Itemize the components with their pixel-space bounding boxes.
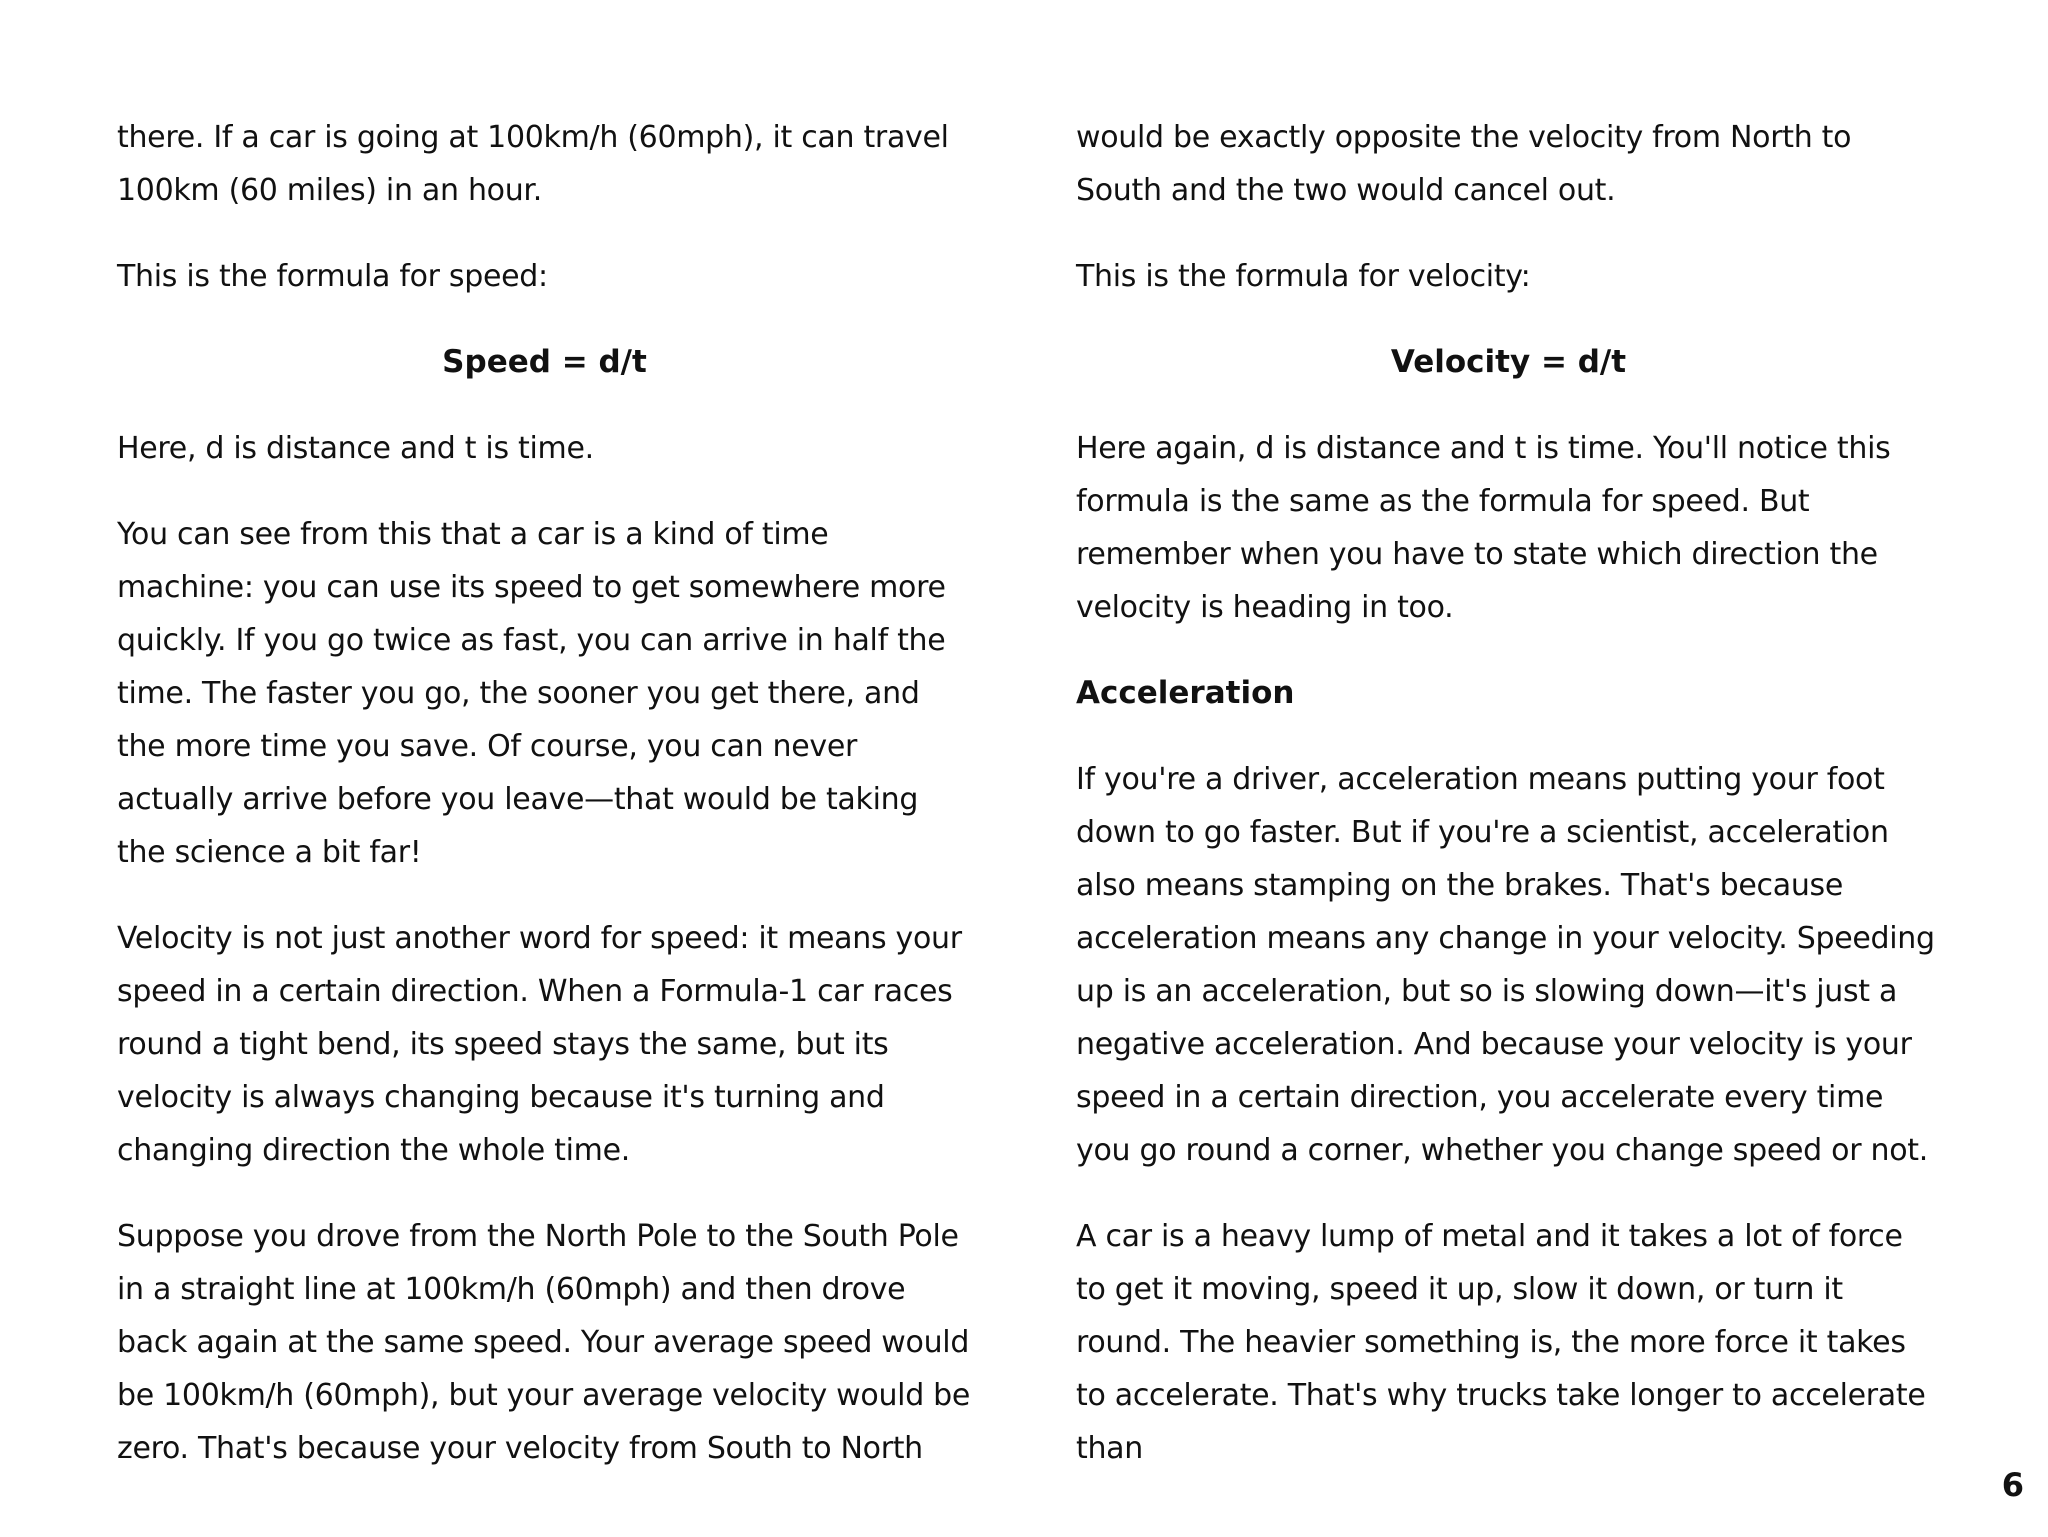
paragraph: This is the formula for speed: xyxy=(117,259,548,294)
paragraph: there. If a car is going at 100km/h (60mph), it can travel 100km (60 miles) in an hour. xyxy=(117,120,949,208)
left-column xyxy=(117,111,972,1508)
speed-formula: Speed = d/t xyxy=(442,344,647,380)
velocity-formula: Velocity = d/t xyxy=(1390,344,1627,380)
paragraph: If you're a driver, acceleration means putting your foot down to go faster. But if you're a scientist, acceleration also means stamping on the brakes. That's because acceleration means any change in your velocity. Speeding up is an acceleration, but so is slowing down—it's just a negative acceleration. And because your velocity is your speed in a certain direction, you accelerate every time you go round a corner, whether you change speed or not. xyxy=(1076,762,1935,1168)
paragraph: would be exactly opposite the velocity from North to South and the two would cancel out. xyxy=(1076,120,1852,208)
paragraph: Here, d is distance and t is time. xyxy=(117,431,594,466)
section-heading: Acceleration xyxy=(1076,675,1295,711)
paragraph: Velocity is not just another word for speed: it means your speed in a certain direction. When a Formula-1 car races round a tight bend, its speed stays the same, but its velocity is always changing because it's turning and changing direction the whole time. xyxy=(117,921,962,1168)
paragraph: You can see from this that a car is a kind of time machine: you can use its speed to get somewhere more quickly. If you go twice as fast, you can arrive in half the time. The faster you go, the sooner you get there, and the more time you save. Of course, you can never actually arrive before you leave—that would be taking the science a bit far! xyxy=(117,517,946,870)
right-column xyxy=(1076,111,1941,1508)
paragraph: This is the formula for velocity: xyxy=(1076,259,1531,294)
page-number: 6 xyxy=(2001,1466,2024,1504)
paragraph: Suppose you drove from the North Pole to the South Pole in a straight line at 100km/h (60mph) and then drove back again at the same speed. Your average speed would be 100km/h (60mph), but your average velocity would be zero. That's because your velocity from South to North xyxy=(117,1219,971,1466)
paragraph: A car is a heavy lump of metal and it takes a lot of force to get it moving, speed it up, slow it down, or turn it round. The heavier something is, the more force it takes to accelerate. That's why trucks take longer to accelerate than xyxy=(1076,1219,1926,1466)
paragraph: Here again, d is distance and t is time. You'll notice this formula is the same as the formula for speed. But remember when you have to state which direction the velocity is heading in too. xyxy=(1076,431,1891,625)
